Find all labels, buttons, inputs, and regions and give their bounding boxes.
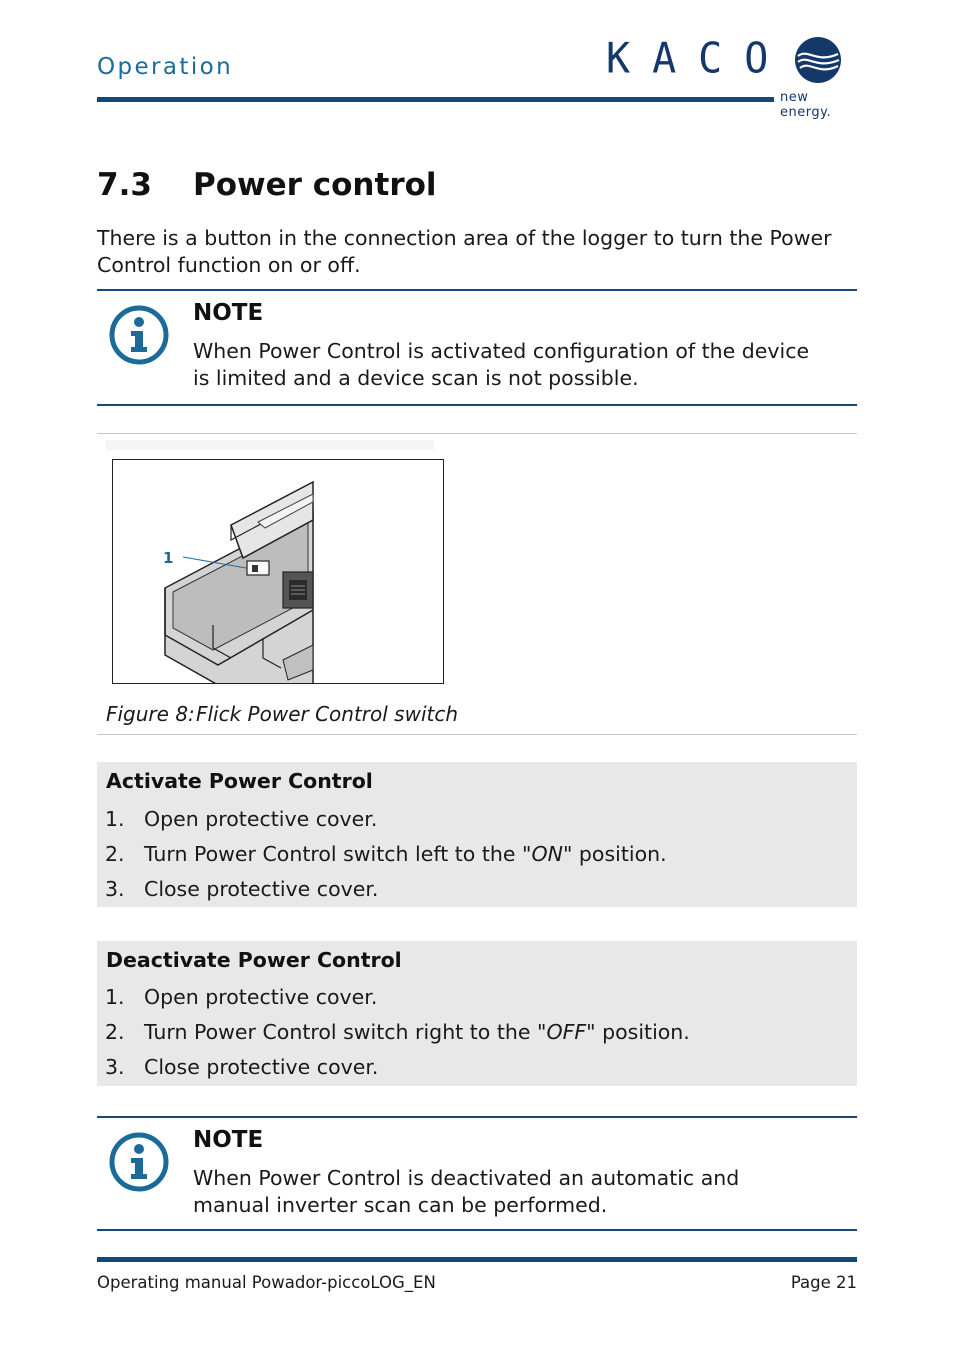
logo-wordmark: KACO	[606, 34, 791, 84]
info-icon	[109, 1132, 169, 1192]
figure-top-rule	[97, 433, 857, 434]
footer-rule	[97, 1257, 857, 1262]
note-box-2	[97, 1116, 857, 1231]
figure-image	[112, 459, 444, 684]
section-number: 7.3	[97, 167, 152, 203]
figure-shade	[106, 440, 434, 450]
intro-paragraph: There is a button in the connection area of the logger to turn the Power Control function on or off.	[97, 226, 832, 277]
deactivate-procedure	[97, 941, 857, 1086]
callout-number: 1	[163, 549, 174, 567]
list-item: 3. Close protective cover.	[105, 1055, 379, 1079]
info-icon	[109, 305, 169, 365]
activate-procedure	[97, 762, 857, 907]
note-title: NOTE	[193, 300, 264, 326]
list-item: 2. Turn Power Control switch left to the "ON" position.	[105, 842, 667, 866]
footer-document-name: Operating manual Powador-piccoLOG_EN	[97, 1273, 436, 1292]
kaco-logo	[606, 34, 862, 120]
device-illustration	[113, 460, 444, 684]
list-item: 3. Close protective cover.	[105, 877, 379, 901]
procedure-title: Deactivate Power Control	[106, 948, 402, 972]
note-text: When Power Control is deactivated an automatic and manual inverter scan can be performed.	[193, 1166, 740, 1217]
list-item: 2. Turn Power Control switch right to the "OFF" position.	[105, 1020, 690, 1044]
note-title: NOTE	[193, 1127, 264, 1153]
globe-icon	[794, 36, 842, 84]
list-item: 1. Open protective cover.	[105, 985, 378, 1009]
figure-bottom-rule	[97, 734, 857, 735]
page-number: Page 21	[790, 1273, 857, 1292]
section-heading	[97, 167, 437, 203]
note-box-1	[97, 289, 857, 406]
figure-caption	[106, 702, 458, 726]
figure-label: Figure 8:	[106, 702, 195, 726]
procedure-title: Activate Power Control	[106, 769, 373, 793]
note-text: When Power Control is activated configuration of the device is limited and a device scan is not possible.	[193, 339, 810, 390]
section-title: Operation	[97, 54, 234, 80]
list-item: 1. Open protective cover.	[105, 807, 378, 831]
logo-tagline: new energy.	[780, 90, 832, 120]
section-heading-title: Power control	[193, 167, 437, 203]
figure-caption-text: Flick Power Control switch	[196, 702, 459, 726]
